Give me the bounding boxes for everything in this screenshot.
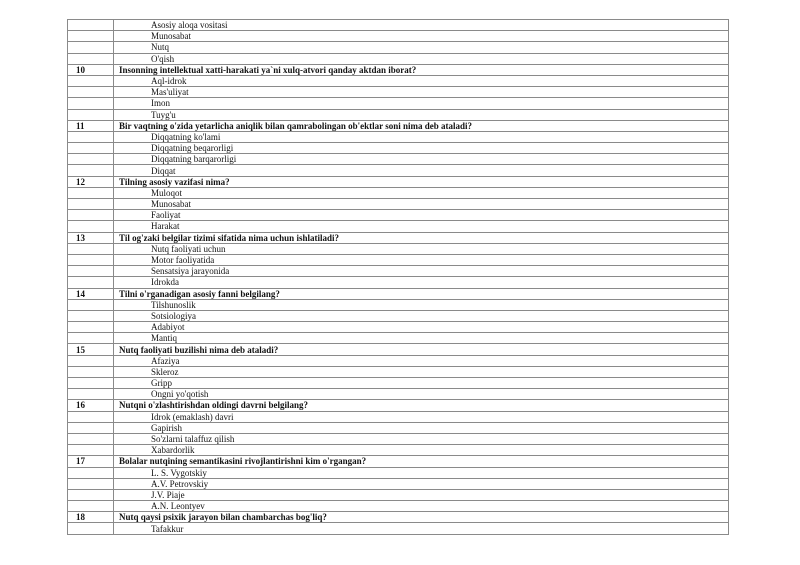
option-row [68,489,729,500]
question-number [68,165,114,176]
answer-option: Tuyg'u [114,109,729,120]
question-number [68,42,114,53]
question-number [68,31,114,42]
answer-option: L. S. Vygotskiy [114,467,729,478]
question-number [68,478,114,489]
question-number [68,433,114,444]
option-row [68,210,729,221]
question-number [68,411,114,422]
answer-option: Asosiy aloqa vositasi [114,20,729,31]
option-row [68,445,729,456]
answer-option: Imon [114,98,729,109]
question-number [68,187,114,198]
answer-option: Harakat [114,221,729,232]
option-row [68,378,729,389]
question-row [68,176,729,187]
question-text: Bolalar nutqining semantikasini rivojlantirishni kim o'rgangan? [114,456,729,467]
answer-option: Tilshunoslik [114,299,729,310]
question-number [68,422,114,433]
option-row [68,221,729,232]
option-row [68,243,729,254]
option-row [68,322,729,333]
question-number [68,299,114,310]
option-row [68,75,729,86]
option-row [68,478,729,489]
option-row [68,366,729,377]
option-row [68,266,729,277]
question-number [68,210,114,221]
question-number [68,87,114,98]
question-number [68,109,114,120]
question-text: Nutqni o'zlashtirishdan oldingi davrni belgilang? [114,400,729,411]
question-number [68,75,114,86]
option-row [68,131,729,142]
answer-option: Nutq [114,42,729,53]
question-number [68,154,114,165]
question-row [68,456,729,467]
question-number [68,366,114,377]
question-row [68,288,729,299]
answer-option: Munosabat [114,31,729,42]
answer-option: Mantiq [114,333,729,344]
option-row [68,154,729,165]
answer-option: Ongni yo'qotish [114,389,729,400]
option-row [68,501,729,512]
question-number [68,199,114,210]
quiz-table [67,19,729,535]
option-row [68,422,729,433]
answer-option: Idrokda [114,277,729,288]
question-row [68,64,729,75]
question-number [68,243,114,254]
question-number: 14 [68,288,114,299]
option-row [68,523,729,534]
question-number [68,355,114,366]
question-number [68,322,114,333]
option-row [68,389,729,400]
question-row [68,120,729,131]
question-number: 11 [68,120,114,131]
answer-option: Sensatsiya jarayonida [114,266,729,277]
question-row [68,512,729,523]
option-row [68,187,729,198]
answer-option: So'zlarni talaffuz qilish [114,433,729,444]
answer-option: Gripp [114,378,729,389]
question-number: 13 [68,232,114,243]
answer-option: Sotsiologiya [114,310,729,321]
question-number: 16 [68,400,114,411]
option-row [68,467,729,478]
answer-option: O'qish [114,53,729,64]
option-row [68,109,729,120]
question-number [68,254,114,265]
question-text: Insonning intellektual xatti-harakati ya`ni xulq-atvori qanday aktdan iborat? [114,64,729,75]
question-text: Til og'zaki belgilar tizimi sifatida nima uchun ishlatiladi? [114,232,729,243]
option-row [68,355,729,366]
option-row [68,42,729,53]
option-row [68,299,729,310]
question-number: 15 [68,344,114,355]
question-number [68,333,114,344]
option-row [68,98,729,109]
answer-option: Diqqatning barqarorligi [114,154,729,165]
option-row [68,20,729,31]
question-number: 10 [68,64,114,75]
option-row [68,165,729,176]
option-row [68,333,729,344]
question-number [68,310,114,321]
question-number [68,277,114,288]
question-number [68,523,114,534]
question-number [68,266,114,277]
answer-option: Munosabat [114,199,729,210]
answer-option: Mas'uliyat [114,87,729,98]
question-number [68,467,114,478]
question-number [68,53,114,64]
option-row [68,199,729,210]
answer-option: Faoliyat [114,210,729,221]
question-number [68,98,114,109]
question-text: Nutq qaysi psixik jarayon bilan chambarchas bog'liq? [114,512,729,523]
answer-option: Xabardorlik [114,445,729,456]
question-number [68,501,114,512]
document-page [67,19,728,535]
answer-option: Diqqatning beqarorligi [114,143,729,154]
question-number [68,389,114,400]
question-number [68,143,114,154]
question-row [68,400,729,411]
answer-option: A.V. Petrovskiy [114,478,729,489]
question-number [68,20,114,31]
answer-option: Motor faoliyatida [114,254,729,265]
option-row [68,411,729,422]
option-row [68,254,729,265]
answer-option: Diqqat [114,165,729,176]
answer-option: Nutq faoliyati uchun [114,243,729,254]
answer-option: Aql-idrok [114,75,729,86]
answer-option: Muloqot [114,187,729,198]
option-row [68,310,729,321]
question-number [68,445,114,456]
question-text: Tilning asosiy vazifasi nima? [114,176,729,187]
question-number [68,131,114,142]
option-row [68,53,729,64]
question-number: 12 [68,176,114,187]
option-row [68,87,729,98]
answer-option: Gapirish [114,422,729,433]
question-number: 17 [68,456,114,467]
question-row [68,344,729,355]
question-number [68,378,114,389]
question-text: Nutq faoliyati buzilishi nima deb ataladi? [114,344,729,355]
answer-option: A.N. Leontyev [114,501,729,512]
answer-option: Skleroz [114,366,729,377]
option-row [68,433,729,444]
option-row [68,277,729,288]
question-text: Tilni o'rganadigan asosiy fanni belgilang? [114,288,729,299]
question-number [68,221,114,232]
answer-option: Tafakkur [114,523,729,534]
answer-option: Diqqatning ko'lami [114,131,729,142]
quiz-table-body [68,20,729,535]
question-row [68,232,729,243]
option-row [68,143,729,154]
option-row [68,31,729,42]
question-number [68,489,114,500]
question-number: 18 [68,512,114,523]
answer-option: J.V. Piaje [114,489,729,500]
answer-option: Idrok (emaklash) davri [114,411,729,422]
answer-option: Afaziya [114,355,729,366]
question-text: Bir vaqtning o'zida yetarlicha aniqlik bilan qamrabolingan ob'ektlar soni nima deb ataladi? [114,120,729,131]
answer-option: Adabiyot [114,322,729,333]
